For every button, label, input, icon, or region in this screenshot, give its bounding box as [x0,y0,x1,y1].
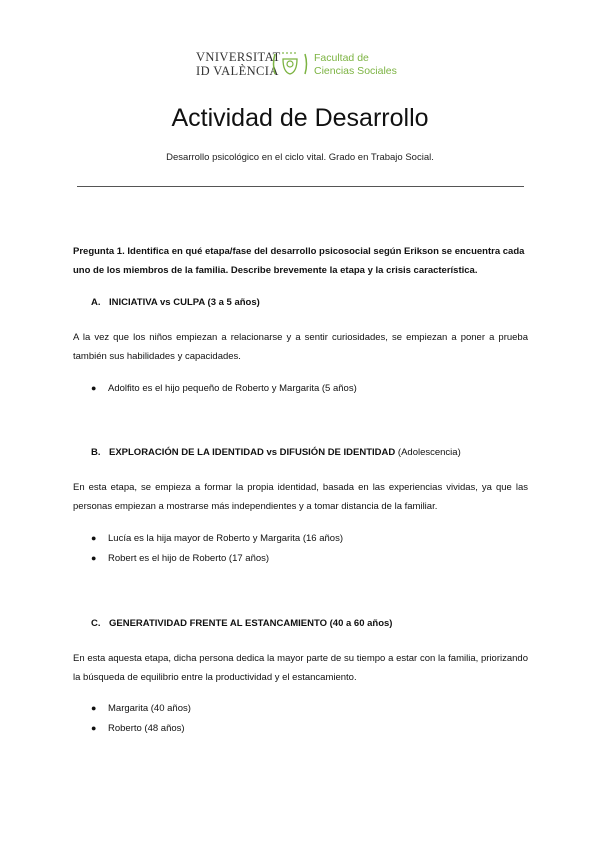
list-item [91,723,185,734]
university-logo [196,50,416,84]
list-item-text: Adolfito es el hijo pequeño de Roberto y Margarita (5 años) [108,383,357,394]
section-a-title: INICIATIVA vs CULPA [109,297,205,308]
bullet-icon: ● [91,553,97,563]
bullet-icon: ● [91,533,97,543]
university-emblem-icon [271,50,309,78]
question-1 [73,242,528,280]
list-item [91,383,357,394]
section-a-range: (3 a 5 años) [207,297,260,308]
section-b-range: (Adolescencia) [397,447,461,458]
section-c-paragraph: En esta aquesta etapa, dicha persona dedica la mayor parte de su tiempo a estar con la familia, priorizando la búsqueda de equilibrio entre la productividad y el estancamiento. [73,653,528,683]
list-item [91,533,343,544]
question-text: Identifica en qué etapa/fase del desarrollo psicosocial según Erikson se encuentra cada uno de los miembros de la familia. Describe brevemente la etapa y la crisis característica. [73,246,525,276]
bullet-icon: ● [91,723,97,733]
section-a-letter: A. [91,297,101,308]
section-a-heading [91,297,260,308]
list-item-text: Lucía es la hija mayor de Roberto y Margarita (16 años) [108,533,343,544]
section-b-heading [91,447,461,458]
question-label: Pregunta 1. [73,246,125,257]
list-item-text: Robert es el hijo de Roberto (17 años) [108,553,270,564]
section-b-paragraph: En esta etapa, se empieza a formar la propia identidad, basada en las experiencias vividas, ya que las personas empiezan a mostrarse más independientes y a tomar distancia de la familiar. [73,482,528,512]
section-c-title: GENERATIVIDAD FRENTE AL ESTANCAMIENTO [109,618,327,629]
faculty-name-line2: Ciencias Sociales [314,65,397,77]
section-c-letter: C. [91,618,101,629]
list-item-text: Margarita (40 años) [108,703,191,714]
list-item-text: Roberto (48 años) [108,723,185,734]
university-name-line2: ID VALÈNCIA [196,64,279,78]
section-b-letter: B. [91,447,101,458]
faculty-name [314,52,397,78]
faculty-name-line1: Facultad de [314,52,369,64]
page-title: Actividad de Desarrollo [171,104,429,132]
page-subtitle: Desarrollo psicológico en el ciclo vital. Grado en Trabajo Social. [166,152,434,163]
section-c-heading [91,618,392,629]
university-name [196,50,281,78]
bullet-icon: ● [91,703,97,713]
bullet-icon: ● [91,383,97,393]
section-a-paragraph: A la vez que los niños empiezan a relacionarse y a sentir curiosidades, se empiezan a poner a prueba también sus habilidades y capacidades. [73,332,528,362]
title-divider [77,186,524,187]
list-item [91,553,269,564]
section-c-range: (40 a 60 años) [329,618,393,629]
section-b-title: EXPLORACIÓN DE LA IDENTIDAD vs DIFUSIÓN DE IDENTIDAD [109,447,396,458]
list-item [91,703,191,714]
university-name-line1: VNIVERSITAT [196,50,281,64]
